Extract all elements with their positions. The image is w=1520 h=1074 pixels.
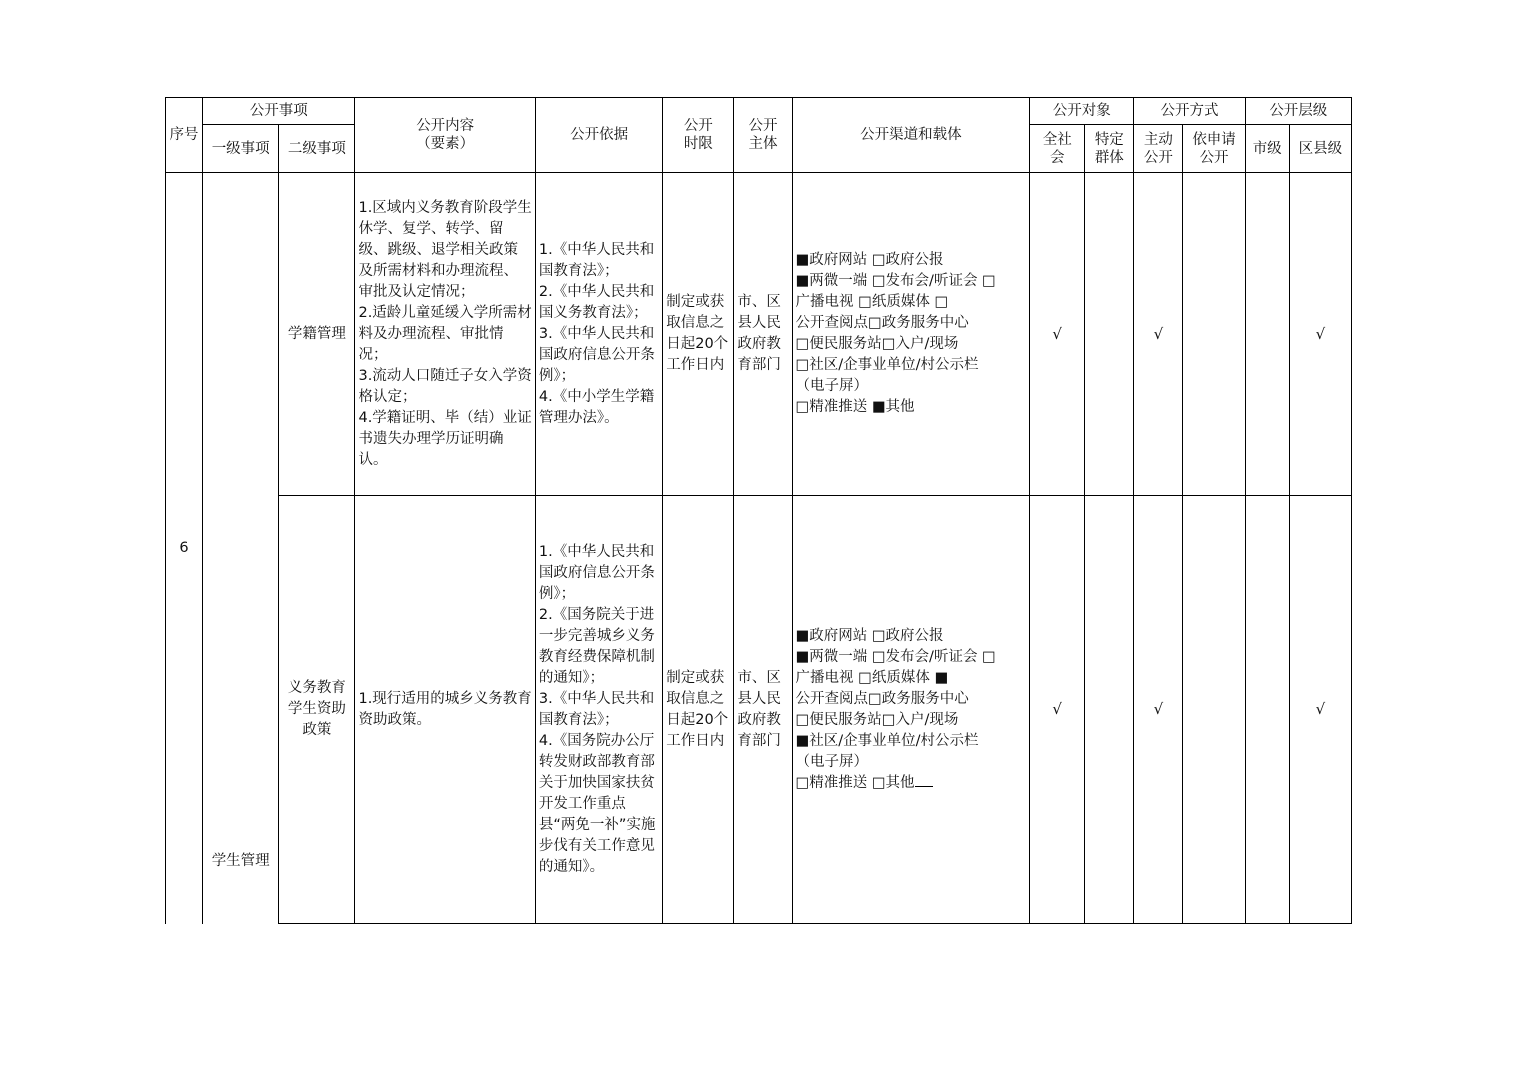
header-level-city: 市级 (1245, 125, 1289, 173)
target-specific-check (1085, 496, 1134, 924)
channel-line-text: □精准推送 □其他 (795, 774, 915, 791)
header-seq: 序号 (166, 98, 203, 173)
method-request-check (1183, 173, 1245, 496)
method-request-check (1183, 496, 1245, 924)
channel-line: 广播电视 □纸质媒体 □ (795, 294, 949, 310)
content-item: 1.区域内义务教育阶段学生休学、复学、转学、留级、跳级、退学相关政策及所需材料和办理流程、审批及认定情况； (358, 199, 532, 300)
channel-line: 公开查阅点□政务服务中心 (795, 690, 969, 707)
time-limit-cell: 制定或获取信息之日起20个工作日内 (663, 496, 734, 924)
header-content-line1: 公开内容 (416, 118, 475, 134)
header-method-active (1134, 125, 1183, 173)
header-time (663, 98, 734, 173)
content-item: 1.现行适用的城乡义务教育资助政策。 (358, 690, 532, 728)
header-method-request-line2: 公开 (1199, 149, 1229, 166)
header-method-request-line1: 依申请 (1192, 131, 1236, 148)
table-row (166, 496, 1352, 924)
header-target-specific-line2: 群体 (1094, 149, 1124, 166)
header-channel: 公开渠道和载体 (792, 98, 1030, 173)
basis-cell (535, 496, 662, 924)
header-level2: 二级事项 (279, 125, 355, 173)
basis-item: 1.《中华人民共和国教育法》； (538, 241, 655, 279)
level2-cell: 学籍管理 (279, 173, 355, 496)
header-level-district: 区县级 (1289, 125, 1351, 173)
level1-cell: 学生管理 (203, 173, 279, 924)
content-cell (355, 496, 535, 924)
level-city-check (1245, 496, 1289, 924)
content-item: 3.流动人口随迁子女入学资格认定； (358, 367, 532, 405)
header-method-active-line2: 公开 (1143, 149, 1173, 166)
channel-cell (792, 496, 1030, 924)
subject-cell: 市、区县人民政府教育部门 (734, 173, 792, 496)
seq-cell: 6 (166, 173, 203, 924)
fill-in-blank (915, 774, 933, 787)
target-specific-check (1085, 173, 1134, 496)
header-content (355, 98, 535, 173)
channel-line: 公开查阅点□政务服务中心 (795, 315, 969, 331)
basis-item: 1.《中华人民共和国政府信息公开条例》； (538, 543, 655, 602)
basis-item: 2.《国务院关于进一步完善城乡义务教育经费保障机制的通知》； (538, 606, 655, 686)
header-subject-line1: 公开 (748, 118, 778, 134)
channel-line (796, 773, 1027, 794)
channel-line: ■政府网站 □政府公报 (795, 252, 944, 268)
header-content-line2: （要素） (416, 136, 475, 152)
disclosure-table (165, 97, 1352, 924)
header-target-all-line1: 全社 (1042, 131, 1072, 148)
level2-cell: 义务教育学生资助政策 (279, 496, 355, 924)
channel-cell (792, 173, 1030, 496)
header-method-group: 公开方式 (1134, 98, 1245, 125)
basis-item: 4.《中小学生学籍管理办法》。 (538, 388, 655, 426)
channel-line: ■两微一端 □发布会/听证会 □ (795, 273, 996, 289)
basis-item: 3.《中华人民共和国政府信息公开条例》； (538, 325, 655, 384)
channel-line: ■两微一端 □发布会/听证会 □ (795, 648, 996, 665)
header-item-group: 公开事项 (203, 98, 355, 125)
header-method-active-line1: 主动 (1143, 131, 1173, 148)
header-subject (734, 98, 792, 173)
basis-item: 3.《中华人民共和国教育法》； (538, 690, 655, 728)
method-active-check: √ (1134, 173, 1183, 496)
channel-line: （电子屏） (795, 378, 869, 394)
level-city-check (1245, 173, 1289, 496)
header-subject-line2: 主体 (748, 136, 778, 152)
basis-item: 4.《国务院办公厅转发财政部教育部关于加快国家扶贫开发工作重点县“两免一补”实施步伐有关工作意见的通知》。 (538, 732, 656, 875)
channel-line: □便民服务站□入户/现场 (795, 711, 959, 728)
time-limit-cell: 制定或获取信息之日起20个工作日内 (663, 173, 734, 496)
header-level-group: 公开层级 (1245, 98, 1351, 125)
channel-line: 广播电视 □纸质媒体 ■ (795, 669, 949, 686)
method-active-check: √ (1134, 496, 1183, 924)
header-basis: 公开依据 (535, 98, 662, 173)
header-method-request (1183, 125, 1245, 173)
header-target-specific-line1: 特定 (1094, 131, 1124, 148)
header-target-all-line2: 会 (1049, 149, 1065, 166)
header-time-line2: 时限 (683, 136, 713, 152)
header-target-all (1030, 125, 1085, 173)
header-level1: 一级事项 (203, 125, 279, 173)
subject-cell: 市、区县人民政府教育部门 (734, 496, 792, 924)
channel-line: □精准推送 ■其他 (795, 399, 915, 415)
header-target-specific (1085, 125, 1134, 173)
table-row (166, 173, 1352, 496)
level-district-check: √ (1289, 173, 1351, 496)
target-all-check: √ (1030, 173, 1085, 496)
header-target-group: 公开对象 (1030, 98, 1134, 125)
basis-cell (535, 173, 662, 496)
channel-line: □社区/企事业单位/村公示栏 (795, 357, 979, 373)
channel-line: ■社区/企事业单位/村公示栏 (795, 732, 979, 749)
content-item: 4.学籍证明、毕（结）业证书遗失办理学历证明确认。 (358, 409, 532, 468)
channel-line: ■政府网站 □政府公报 (795, 627, 944, 644)
header-time-line1: 公开 (683, 118, 713, 134)
channel-line: □便民服务站□入户/现场 (795, 336, 959, 352)
level-district-check: √ (1289, 496, 1351, 924)
content-item: 2.适龄儿童延缓入学所需材料及办理流程、审批情况； (358, 304, 532, 363)
channel-line: （电子屏） (795, 753, 869, 770)
basis-item: 2.《中华人民共和国义务教育法》； (538, 283, 655, 321)
content-cell (355, 173, 535, 496)
target-all-check: √ (1030, 496, 1085, 924)
